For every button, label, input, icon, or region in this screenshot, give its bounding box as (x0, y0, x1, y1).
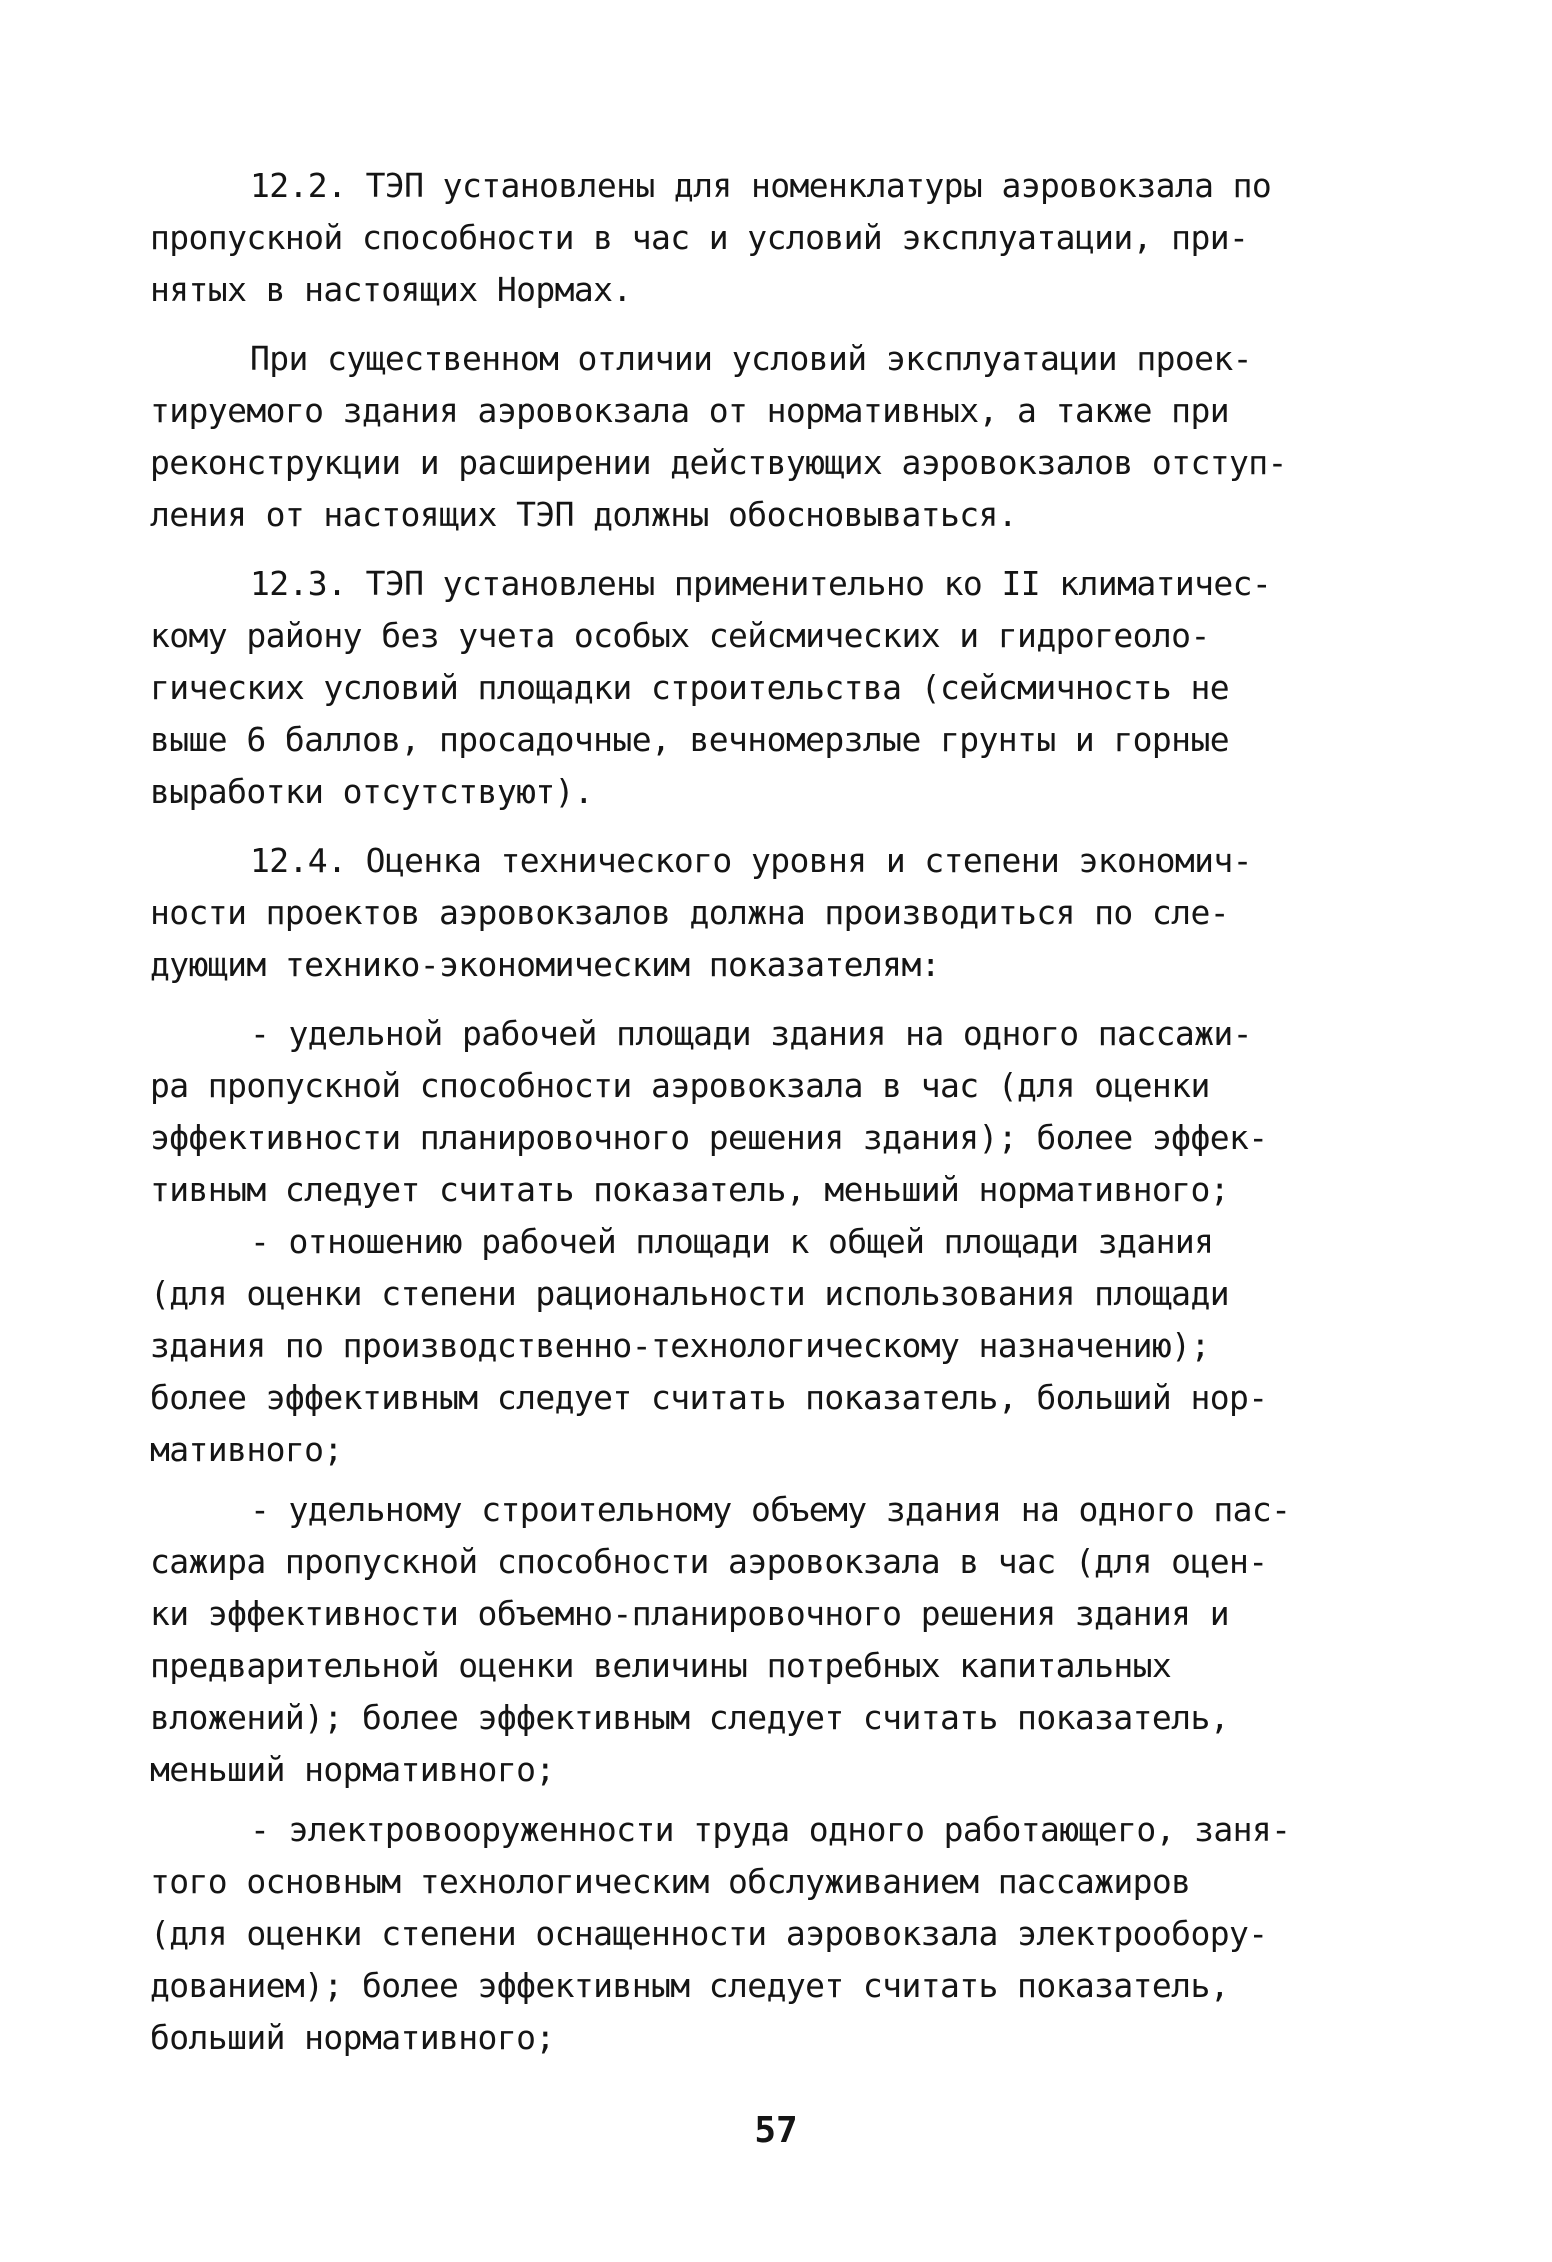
text-line: выше 6 баллов, просадочные, вечномерзлые грунты и горные (150, 720, 1229, 759)
text-line: 12.4. Оценка технического уровня и степени экономич- (250, 841, 1252, 880)
paragraph-12-4 (150, 835, 1390, 991)
text-line: дующим технико-экономическим показателям: (150, 945, 940, 984)
text-line: сажира пропускной способности аэровокзала в час (для оцен- (150, 1542, 1268, 1581)
text-line: больший нормативного; (150, 2018, 555, 2057)
text-line: того основным технологическим обслуживанием пассажиров (150, 1862, 1191, 1901)
text-line: При существенном отличии условий эксплуатации проек- (250, 339, 1252, 378)
page-number: 57 (754, 2110, 798, 2151)
list-item-specific-area (150, 1008, 1390, 1216)
text-line: (для оценки степени оснащенности аэровокзала электрообору- (150, 1914, 1268, 1953)
list-item-area-ratio (150, 1216, 1390, 1476)
list-item-electrical-equipment (150, 1804, 1390, 2064)
document-page (150, 160, 1390, 2064)
text-line: пропускной способности в час и условий эксплуатации, при- (150, 218, 1249, 257)
text-line: меньший нормативного; (150, 1750, 555, 1789)
text-line: выработки отсутствуют). (150, 772, 594, 811)
text-line: - удельной рабочей площади здания на одного пассажи- (250, 1014, 1252, 1053)
text-line: тивным следует считать показатель, меньший нормативного; (150, 1170, 1229, 1209)
text-line: 12.3. ТЭП установлены применительно ко II климатичес- (250, 564, 1272, 603)
text-line: предварительной оценки величины потребных капитальных (150, 1646, 1172, 1685)
paragraph-12-3 (150, 558, 1390, 818)
text-line: мативного; (150, 1430, 343, 1469)
text-line: дованием); более эффективным следует считать показатель, (150, 1966, 1229, 2005)
text-line: нятых в настоящих Нормах. (150, 270, 632, 309)
text-line: ности проектов аэровокзалов должна производиться по сле- (150, 893, 1229, 932)
text-line: ки эффективности объемно-планировочного решения здания и (150, 1594, 1229, 1633)
text-line: (для оценки степени рациональности использования площади (150, 1274, 1229, 1313)
text-line: кому району без учета особых сейсмических и гидрогеоло- (150, 616, 1210, 655)
text-line: тируемого здания аэровокзала от нормативных, а также при (150, 391, 1229, 430)
text-line: 12.2. ТЭП установлены для номенклатуры аэровокзала по (250, 166, 1272, 205)
text-line: эффективности планировочного решения здания); более эффек- (150, 1118, 1268, 1157)
text-line: ления от настоящих ТЭП должны обосновываться. (150, 495, 1018, 534)
paragraph-12-2 (150, 160, 1390, 316)
text-line: гических условий площадки строительства (сейсмичность не (150, 668, 1229, 707)
text-line: здания по производственно-технологическому назначению); (150, 1326, 1210, 1365)
text-line: - электровооруженности труда одного работающего, заня- (250, 1810, 1291, 1849)
text-line: вложений); более эффективным следует считать показатель, (150, 1698, 1229, 1737)
text-line: - удельному строительному объему здания на одного пас- (250, 1490, 1291, 1529)
text-line: - отношению рабочей площади к общей площади здания (250, 1222, 1214, 1261)
paragraph-12-2-note (150, 333, 1390, 541)
text-line: более эффективным следует считать показатель, больший нор- (150, 1378, 1268, 1417)
list-item-specific-volume (150, 1484, 1390, 1796)
text-line: ра пропускной способности аэровокзала в час (для оценки (150, 1066, 1210, 1105)
text-line: реконструкции и расширении действующих аэровокзалов отступ- (150, 443, 1287, 482)
